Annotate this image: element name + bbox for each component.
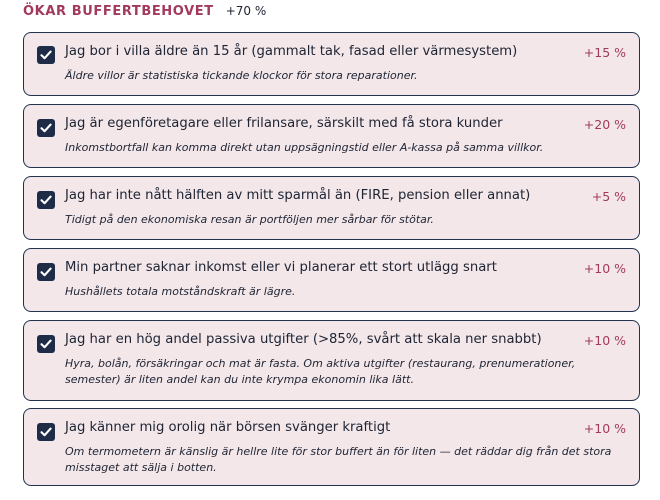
checkbox-checked[interactable] [37,263,55,281]
item-title: Jag har en hög andel passiva utgifter (>85%, svårt att skala ner snabbt) [65,332,542,347]
item-description: Om termometern är känslig är hellre lite för stor buffert än för liten — det räddar dig från det stora misstaget att sälja i botten. [65,445,612,474]
checklist-item[interactable] [23,320,640,401]
item-title: Jag har inte nått hälften av mitt sparmål än (FIRE, pension eller annat) [65,188,531,203]
checkbox-checked[interactable] [37,423,55,441]
item-description: Äldre villor är statistiska tickande klockor för stora reparationer. [65,69,418,82]
checklist-item[interactable] [23,408,640,486]
section-title: ÖKAR BUFFERTBEHOVET [23,4,214,19]
item-percent: +20 % [583,117,626,132]
item-percent: +15 % [583,45,626,60]
checkmark-icon [40,122,52,134]
item-title: Min partner saknar inkomst eller vi planerar ett stort utlägg snart [65,260,497,275]
item-description: Hyra, bolån, försäkringar och mat är fasta. Om aktiva utgifter (restaurang, prenumerationer, semester) är liten andel kan du inte krympa ekonomin lika lätt. [65,357,576,386]
checklist-item[interactable] [23,104,640,168]
item-description: Tidigt på den ekonomiska resan är portföljen mer sårbar för stötar. [65,213,434,226]
section-total: +70 % [225,4,267,18]
checklist-item[interactable] [23,248,640,312]
checkbox-checked[interactable] [37,191,55,209]
checkbox-checked[interactable] [37,119,55,137]
item-percent: +10 % [583,333,626,348]
checkbox-checked[interactable] [37,335,55,353]
item-description: Inkomstbortfall kan komma direkt utan uppsägningstid eller A-kassa på samma villkor. [65,141,544,154]
checkmark-icon [40,266,52,278]
item-percent: +10 % [583,261,626,276]
checkmark-icon [40,338,52,350]
item-title: Jag bor i villa äldre än 15 år (gammalt tak, fasad eller värmesystem) [65,44,518,59]
section-header [23,4,266,22]
item-percent: +5 % [591,189,626,204]
checklist-item[interactable] [23,32,640,96]
item-title: Jag känner mig orolig när börsen svänger kraftigt [65,420,391,435]
checkmark-icon [40,194,52,206]
checklist-item[interactable] [23,176,640,240]
checkbox-checked[interactable] [37,46,55,64]
item-description: Hushållets totala motståndskraft är lägre. [65,285,296,298]
item-percent: +10 % [583,421,626,436]
checkmark-icon [40,49,52,61]
checkmark-icon [40,426,52,438]
item-title: Jag är egenföretagare eller frilansare, särskilt med få stora kunder [65,116,503,131]
